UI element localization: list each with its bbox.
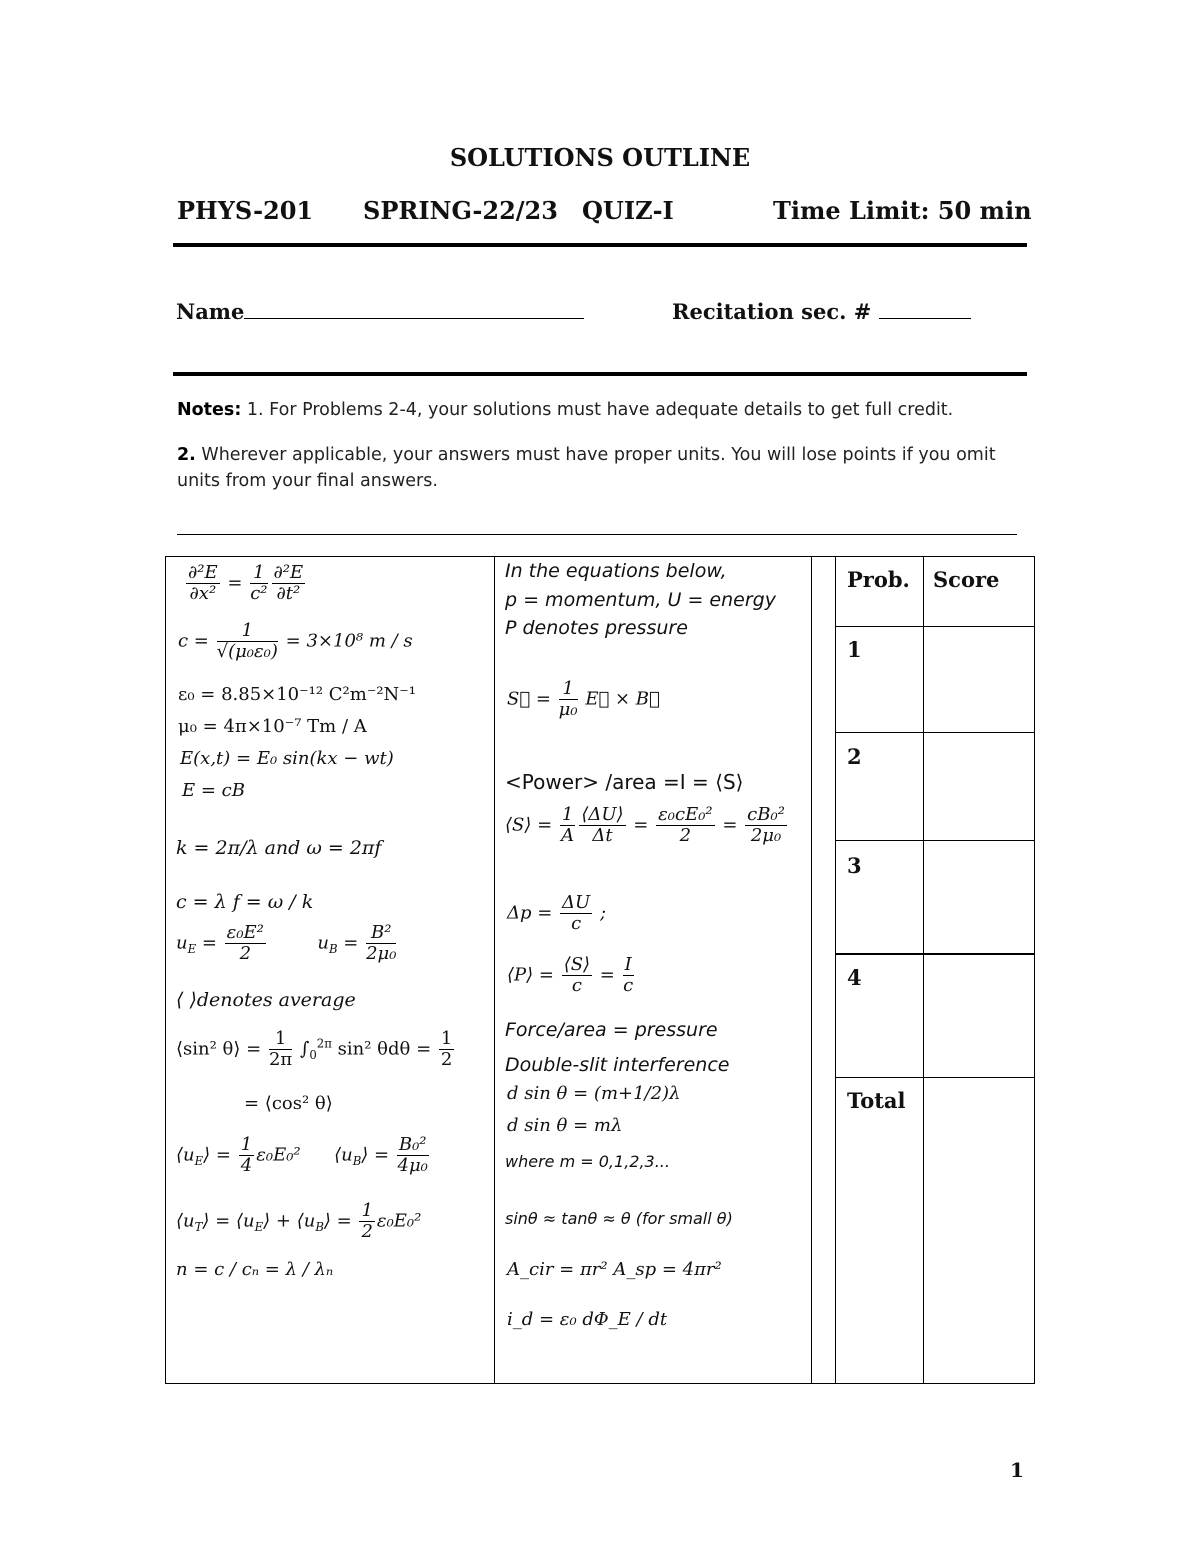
term: SPRING-22/23 — [363, 196, 558, 225]
note-2-number: 2. — [177, 445, 196, 465]
note-1 — [177, 397, 1017, 423]
formula-score-grid — [165, 556, 1035, 1384]
prob-row-3: 3 — [847, 853, 862, 878]
prob-header: Prob. — [847, 567, 910, 592]
name-field[interactable] — [176, 298, 584, 324]
quiz-label: QUIZ-I — [582, 196, 674, 225]
refractive-index: n = c / cₙ = λ / λₙ — [176, 1259, 334, 1280]
momentum-relation: Δp = $\frac{\Delta U}{c}$ ; — [507, 892, 607, 934]
score-header: Score — [933, 567, 1000, 592]
prob-row-2: 2 — [847, 744, 862, 769]
recitation-field[interactable] — [672, 298, 971, 324]
k-omega-relation: k = 2π/λ and ω = 2πf — [176, 837, 382, 859]
grid-divider-3 — [835, 557, 836, 1383]
note-1-number: 1. — [246, 400, 264, 420]
double-slit-integer: d sin θ = mλ — [507, 1115, 623, 1136]
grid-divider-4 — [923, 557, 924, 1383]
grid-divider-2 — [811, 557, 812, 1383]
average-note: ⟨ ⟩denotes average — [176, 989, 356, 1011]
energy-densities: $u_E$ = $\frac{\text{ε₀E²}}{2}$ $u_B$ = $\frac{\text{B²}}{\text{2μ₀}}$ — [176, 922, 397, 964]
score-row-line-3 — [835, 840, 1034, 841]
intro-line-3: P denotes pressure — [505, 617, 688, 639]
score-row-line-4 — [835, 953, 1034, 955]
cos-average: = ⟨cos² θ⟩ — [244, 1093, 333, 1114]
wave-equation: $\frac{\text{∂²E}}{\text{∂x²}}$ = $\frac{1}{\text{c²}}$ $\frac{\text{∂²E}}{\text{∂t²}}$ — [188, 562, 304, 604]
notes-rule — [177, 534, 1017, 535]
small-angle: sinθ ≈ tanθ ≈ θ (for small θ) — [505, 1209, 733, 1228]
speed-of-light: c = $\frac{1}{\text{√(μ₀ε₀)}}$ = 3×10⁸ m / s — [178, 620, 413, 662]
note-2 — [177, 442, 1017, 494]
prob-row-1: 1 — [847, 637, 862, 662]
note-1-text: For Problems 2-4, your solutions must have adequate details to get full credit. — [263, 400, 954, 420]
intro-line-1: In the equations below, — [505, 560, 727, 582]
course-code: PHYS-201 — [177, 196, 314, 225]
page-title: SOLUTIONS OUTLINE — [449, 143, 751, 172]
score-row-line-2 — [835, 732, 1034, 733]
e-cb-relation: E = cB — [182, 780, 245, 801]
intensity-relation: <Power> /area =I = ⟨S⟩ — [505, 770, 744, 794]
note-2-text: Wherever applicable, your answers must have proper units. You will lose points if you omit units from your final answers. — [177, 445, 996, 491]
score-row-line-5 — [835, 1077, 1034, 1078]
name-blank[interactable] — [244, 298, 584, 319]
areas: A_cir = πr² A_sp = 4πr² — [507, 1259, 722, 1280]
radiation-pressure: ⟨P⟩ = $\frac{⟨S⟩}{c}$ = $\frac{I}{c}$ — [507, 954, 634, 996]
page-number: 1 — [1010, 1458, 1024, 1482]
name-label: Name — [176, 299, 245, 324]
displacement-current: i_d = ε₀ dΦ_E / dt — [507, 1309, 668, 1330]
recitation-label: Recitation sec. # — [672, 299, 879, 324]
time-limit: Time Limit: 50 min — [773, 196, 1032, 225]
average-poynting: ⟨S⟩ = $\frac{1}{A}$ $\frac{⟨\Delta U⟩}{\Delta t}$ = $\frac{\text{ε₀cE₀²}}{2}$ = $\frac{\text{cB₀²}}{\text{2μ₀}}$ — [505, 804, 785, 846]
force-area: Force/area = pressure — [505, 1019, 718, 1041]
average-energy-densities: $⟨u_E⟩$ = $\frac{1}{4}$ ε₀E₀² $⟨u_B⟩$ = $\frac{\text{B₀²}}{\text{4μ₀}}$ — [176, 1134, 428, 1176]
name-rule — [173, 372, 1027, 376]
m-values: where m = 0,1,2,3... — [505, 1152, 670, 1171]
wave-function: E(x,t) = E₀ sin(kx − wt) — [180, 748, 394, 769]
score-row-line-1 — [835, 626, 1034, 627]
speed-value: = 3×10⁸ m / s — [285, 630, 413, 652]
recitation-blank[interactable] — [879, 298, 971, 319]
permeability: μ₀ = 4π×10⁻⁷ Tm / A — [178, 716, 367, 737]
prob-row-4: 4 — [847, 965, 862, 990]
double-slit-heading: Double-slit interference — [505, 1054, 730, 1076]
notes-label: Notes: — [177, 400, 242, 420]
double-slit-half: d sin θ = (m+1/2)λ — [507, 1083, 681, 1104]
header-rule — [173, 243, 1027, 247]
sin-average: ⟨sin² θ⟩ = $\frac{1}{2\pi}$ $\int_0^{2\pi}$ sin² θdθ = $\frac{1}{2}$ — [176, 1028, 453, 1070]
grid-divider-1 — [494, 557, 495, 1383]
c-lambda-relation: c = λ f = ω / k — [176, 891, 314, 913]
intro-line-2: p = momentum, U = energy — [505, 589, 776, 611]
total-energy-density: $⟨u_T⟩$ = $⟨u_E⟩$ + $⟨u_B⟩$ = $\frac{1}{2}$ ε₀E₀² — [176, 1200, 422, 1242]
poynting-vector: S⃗ = $\frac{1}{\text{μ₀}}$ E⃗ × B⃗ — [507, 678, 660, 720]
permittivity: ε₀ = 8.85×10⁻¹² C²m⁻²N⁻¹ — [178, 684, 417, 705]
total-row: Total — [847, 1088, 906, 1113]
